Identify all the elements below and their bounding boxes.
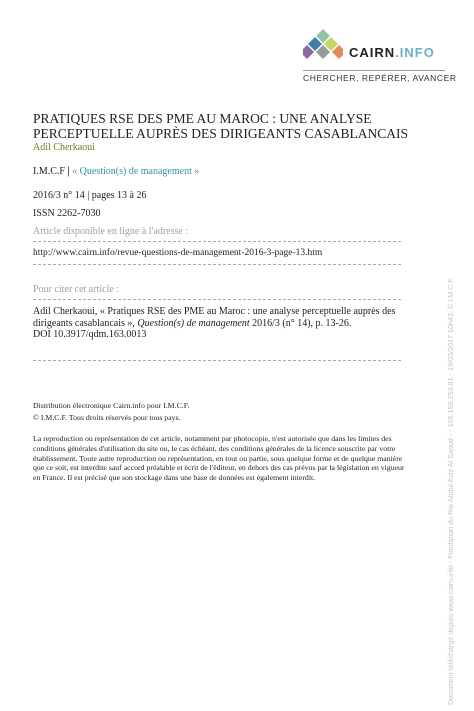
distribution-text: Distribution électronique Cairn.info pour I.M.C.F. — [33, 401, 190, 410]
divider — [33, 264, 401, 265]
issn: ISSN 2262-7030 — [33, 208, 101, 219]
journal-line — [33, 166, 199, 177]
journal-link[interactable]: « Question(s) de management » — [72, 166, 200, 177]
citation-doi: DOI 10.3917/qdm.163.0013 — [33, 329, 147, 340]
article-url[interactable]: http://www.cairn.info/revue-questions-de-management-2016-3-page-13.htm — [33, 248, 323, 258]
publisher-name: I.M.C.F — [33, 166, 65, 177]
distribution-notice — [33, 400, 413, 424]
download-watermark: Document téléchargé depuis www.cairn.info - Fondation du Roi Abdul Aziz Al Saoud - - 105.159.253.81 - 19/03/2017 10h43. © I.M.C.F. — [446, 276, 455, 705]
citation — [33, 306, 403, 341]
issue-info: 2016/3 n° 14 | pages 13 à 26 — [33, 190, 147, 201]
divider — [33, 241, 401, 242]
citation-issue: 2016/3 (n° 14), p. 13-26. — [249, 317, 352, 329]
online-label: Article disponible en ligne à l'adresse : — [33, 226, 189, 237]
logo-wordmark: CAIRN.INFO — [349, 45, 435, 60]
divider — [33, 360, 401, 361]
logo-divider — [303, 70, 445, 71]
citation-text: Adil Cherkaoui, « Pratiques RSE des PME au Maroc : une analyse perceptuelle auprès des dirigeants casablancais », — [33, 306, 396, 329]
cairn-logo — [303, 28, 457, 88]
separator: | — [64, 166, 73, 177]
article-title: PRATIQUES RSE DES PME AU MAROC : UNE ANALYSE PERCEPTUELLE AUPRÈS DES DIRIGEANTS CASABLANCAIS — [33, 111, 409, 141]
legal-notice: La reproduction ou représentation de cet article, notamment par photocopie, n'est autorisée que dans les limites des conditions générales d'utilisation du site ou, le cas échéant, des conditions générales de la licence souscrite par votre établissement. Toute autre reproduction ou représentation, en tout ou partie, sous quelque forme et de quelque manière que ce soit, est interdite sauf accord préalable et écrit de l'éditeur, en dehors des cas prévus par la législation en vigueur en France. Il est précisé que son stockage dans une base de données est également interdit. — [33, 434, 405, 483]
citation-journal: Question(s) de management — [137, 317, 250, 329]
copyright-text: © I.M.C.F. Tous droits réservés pour tous pays. — [33, 413, 181, 422]
article-author[interactable]: Adil Cherkaoui — [33, 142, 95, 153]
cite-label: Pour citer cet article : — [33, 284, 120, 295]
divider — [33, 299, 401, 300]
logo-tagline: CHERCHER, REPÉRER, AVANCER — [303, 73, 457, 83]
cairn-diamond-icon — [303, 28, 343, 68]
